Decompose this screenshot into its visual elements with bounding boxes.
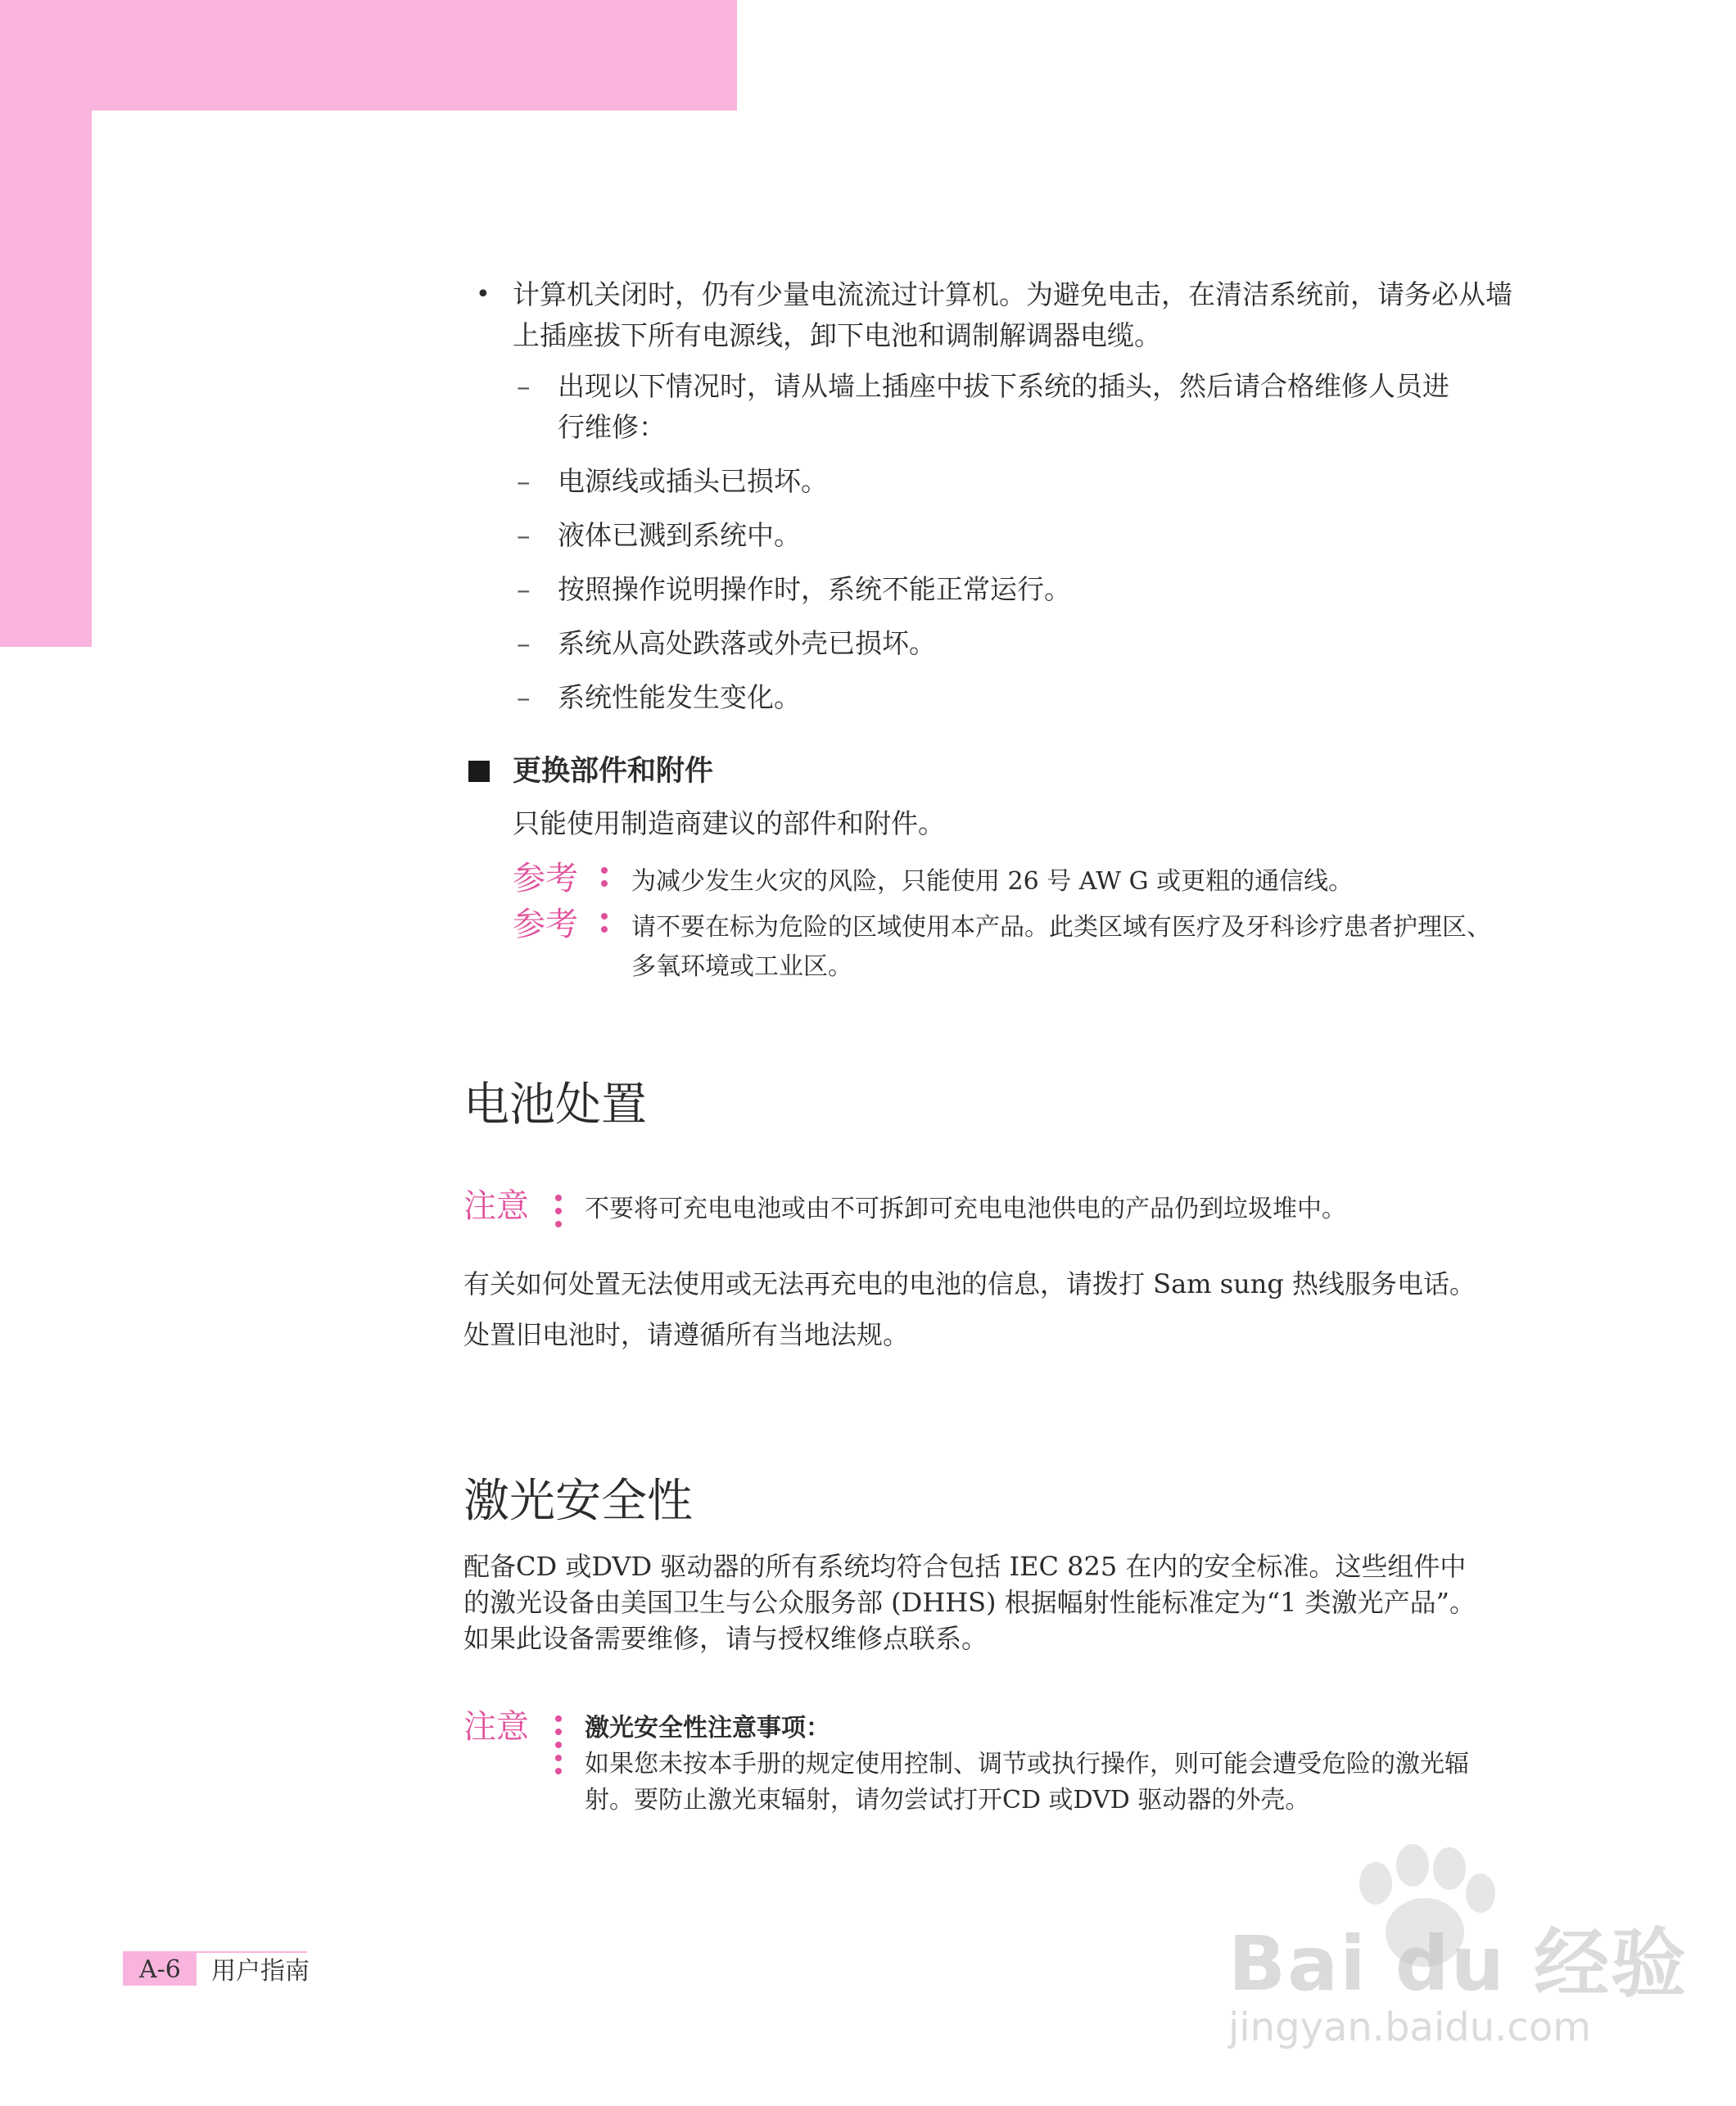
list-item: – 按照操作说明操作时，系统不能正常运行。 <box>517 573 1071 605</box>
parts-note-2 <box>513 908 1491 987</box>
battery-para-2: 处置旧电池时，请遵循所有当地法规。 <box>463 1319 910 1350</box>
list-item: – 系统性能发生变化。 <box>517 681 801 713</box>
parts-note-1 <box>513 862 1487 902</box>
note-tag: 注意 <box>463 1708 529 1746</box>
page-number: A-6 <box>139 1955 181 1984</box>
parts-heading: 更换部件和附件 <box>463 751 1487 792</box>
note-text: 请不要在标为危险的区域使用本产品。此类区域有医疗及牙科诊疗患者护理区、多氧环境或工业区。 <box>631 913 1491 981</box>
colon-icon <box>555 1195 562 1234</box>
colon-icon <box>555 1715 562 1781</box>
watermark-url: jingyan.baidu.com <box>1228 2004 1591 2050</box>
list-item: – 系统从高处跌落或外壳已损坏。 <box>517 627 936 659</box>
battery-para-1: 有关如何处置无法使用或无法再充电的电池的信息，请拨打 Sam sung 热线服务电话。 <box>463 1268 1476 1299</box>
note-text: 如果您未按本手册的规定使用控制、调节或执行操作，则可能会遭受危险的激光辐射。要防止激光束辐射，请勿尝试打开CD 或DVD 驱动器的外壳。 <box>585 1750 1469 1815</box>
bullet-dot-icon: • <box>476 280 491 309</box>
note-tag: 参考 <box>513 906 578 943</box>
note-tag: 参考 <box>513 860 578 897</box>
intro-bullet-text: 计算机关闭时，仍有少量电流流过计算机。为避免电击，在清洁系统前，请务必从墙上插座拔下所有电源线，卸下电池和调制解调器电缆。 <box>513 278 1512 351</box>
note-text: 不要将可充电电池或由不可拆卸可充电电池供电的产品仍到垃圾堆中。 <box>585 1195 1346 1223</box>
note-title: 激光安全性注意事项： <box>585 1714 830 1742</box>
list-item: – 液体已溅到系统中。 <box>517 519 801 551</box>
note-tag: 注意 <box>463 1187 529 1225</box>
page-content <box>463 274 1512 1819</box>
watermark-brand: Bai du 经验 <box>1228 1920 1689 2008</box>
laser-note <box>463 1708 1485 1819</box>
intro-sub-list <box>427 366 1450 718</box>
list-item: – 出现以下情况时，请从墙上插座中拔下系统的插头，然后请合格维修人员进行维修： <box>517 370 1449 443</box>
laser-title: 激光安全性 <box>463 1475 693 1528</box>
colon-icon <box>601 913 608 939</box>
parts-body: 只能使用制造商建议的部件和附件。 <box>513 807 945 839</box>
list-item: – 电源线或插头已损坏。 <box>517 465 828 497</box>
footer-label: 用户指南 <box>211 1957 310 1986</box>
note-text: 为减少发生火灾的风险，只能使用 26 号 AW G 或更粗的通信线。 <box>631 867 1354 896</box>
colon-icon <box>601 867 608 893</box>
intro-bullet <box>427 274 1536 356</box>
laser-body: 配备CD 或DVD 驱动器的所有系统均符合包括 IEC 825 在内的安全标准。这些组件中的激光设备由美国卫生与公众服务部 (DHHS) 根据幅射性能标准定为“1 类激光产品”。如果此设备需要维修，请与授权维修点联系。 <box>463 1551 1476 1654</box>
battery-title: 电池处置 <box>463 1078 647 1132</box>
header-band <box>0 0 737 111</box>
square-bullet-icon <box>468 761 490 782</box>
battery-note <box>463 1187 1487 1229</box>
side-band <box>0 0 92 647</box>
